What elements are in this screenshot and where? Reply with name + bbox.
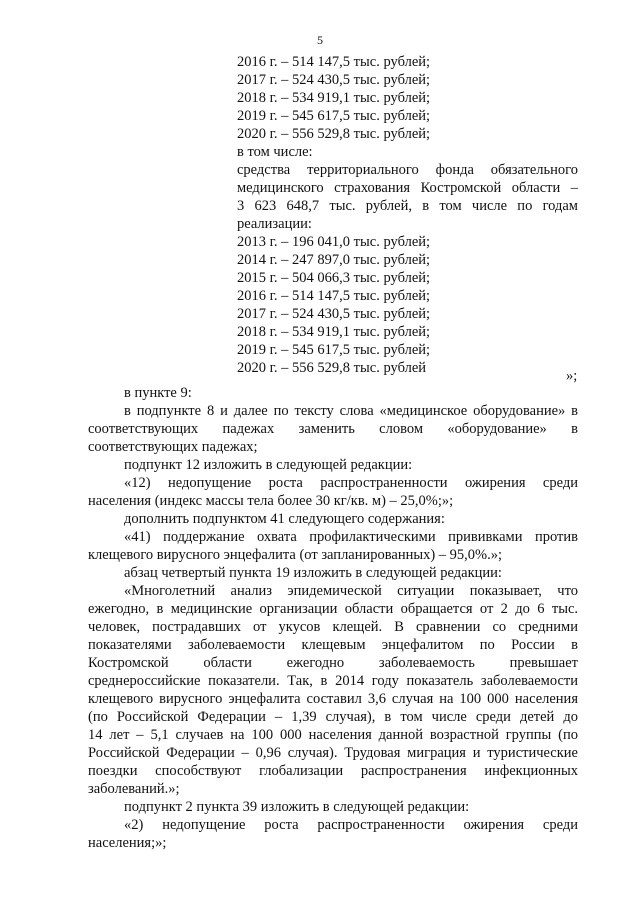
body-line: абзац четвертый пункта 19 изложить в следующей редакции:: [124, 565, 502, 581]
body-line: соответствующих падежах;: [88, 439, 258, 455]
total-line: 2020 г. – 556 529,8 тыс. рублей;: [237, 126, 431, 142]
body-line: ежегодно, в медицинские организации области обращается от 2 до 6 тыс.: [88, 601, 578, 617]
body-line: в подпункте 8 и далее по тексту слова «медицинское оборудование» в: [124, 403, 578, 419]
body-line: «41) поддержание охвата профилактическими прививками против: [124, 529, 578, 545]
body-line: 14 лет – 5,1 случаев на 100 000 населения данной возрастной группы (по: [88, 727, 578, 743]
body-line: населения (индекс массы тела более 30 кг/кв. м) – 25,0%;»;: [88, 493, 454, 509]
year-line: 2019 г. – 545 617,5 тыс. рублей;: [237, 342, 431, 358]
body-line: заболеваний.»;: [88, 781, 180, 797]
total-line: 2019 г. – 545 617,5 тыс. рублей;: [237, 108, 431, 124]
body-line: «2) недопущение роста распространенности ожирения среди: [124, 817, 578, 833]
fund-line: реализации:: [237, 216, 312, 232]
body-line: «12) недопущение роста распространенности ожирения среди: [124, 475, 578, 491]
body-line: Костромской области ежегодно заболеваемость превышает: [88, 655, 578, 671]
total-line: 2016 г. – 514 147,5 тыс. рублей;: [237, 54, 431, 70]
year-line: 2020 г. – 556 529,8 тыс. рублей: [237, 360, 427, 376]
body-line: соответствующих падежах заменить словом «оборудование» в: [88, 421, 578, 437]
year-line: 2017 г. – 524 430,5 тыс. рублей;: [237, 306, 431, 322]
body-line: дополнить подпунктом 41 следующего содержания:: [124, 511, 445, 527]
fund-line: средства территориального фонда обязательного: [237, 162, 578, 178]
body-line: человек, пострадавших от укусов клещей. В сравнении со средними: [88, 619, 578, 635]
body-line: клещевого вирусного энцефалита составил 3,6 случая на 100 000 населения: [88, 691, 578, 707]
year-line: 2015 г. – 504 066,3 тыс. рублей;: [237, 270, 431, 286]
body-line: (по Российской Федерации – 1,39 случая), в том числе среди детей до: [88, 709, 578, 725]
body-line: населения;»;: [88, 835, 167, 851]
body-line: подпункт 2 пункта 39 изложить в следующей редакции:: [124, 799, 470, 815]
body-line: клещевого вирусного энцефалита (от запланированных) – 95,0%.»;: [88, 547, 503, 563]
body-line: Российской Федерации – 0,96 случая). Трудовая миграция и туристические: [88, 745, 578, 761]
body-line: «Многолетний анализ эпидемической ситуации показывает, что: [124, 583, 578, 599]
year-line: 2018 г. – 534 919,1 тыс. рублей;: [237, 324, 431, 340]
body-line: показателями заболеваемости клещевым энцефалитом по России в: [88, 637, 578, 653]
body-line: подпункт 12 изложить в следующей редакции:: [124, 457, 413, 473]
total-line: 2018 г. – 534 919,1 тыс. рублей;: [237, 90, 431, 106]
year-line: 2014 г. – 247 897,0 тыс. рублей;: [237, 252, 431, 268]
page-number: 5: [317, 33, 323, 47]
total-line: 2017 г. – 524 430,5 тыс. рублей;: [237, 72, 431, 88]
body-line: среднероссийские показатели. Так, в 2014 году показатель заболеваемости: [88, 673, 578, 689]
closing-quote: »;: [566, 368, 578, 384]
in-that-number: в том числе:: [237, 144, 313, 160]
fund-line: 3 623 648,7 тыс. рублей, в том числе по годам: [237, 198, 578, 214]
year-line: 2013 г. – 196 041,0 тыс. рублей;: [237, 234, 431, 250]
year-line: 2016 г. – 514 147,5 тыс. рублей;: [237, 288, 431, 304]
body-line: поездки способствуют глобализации распространения инфекционных: [88, 763, 578, 779]
fund-line: медицинского страхования Костромской области –: [237, 180, 578, 196]
body-line: в пункте 9:: [124, 385, 192, 401]
